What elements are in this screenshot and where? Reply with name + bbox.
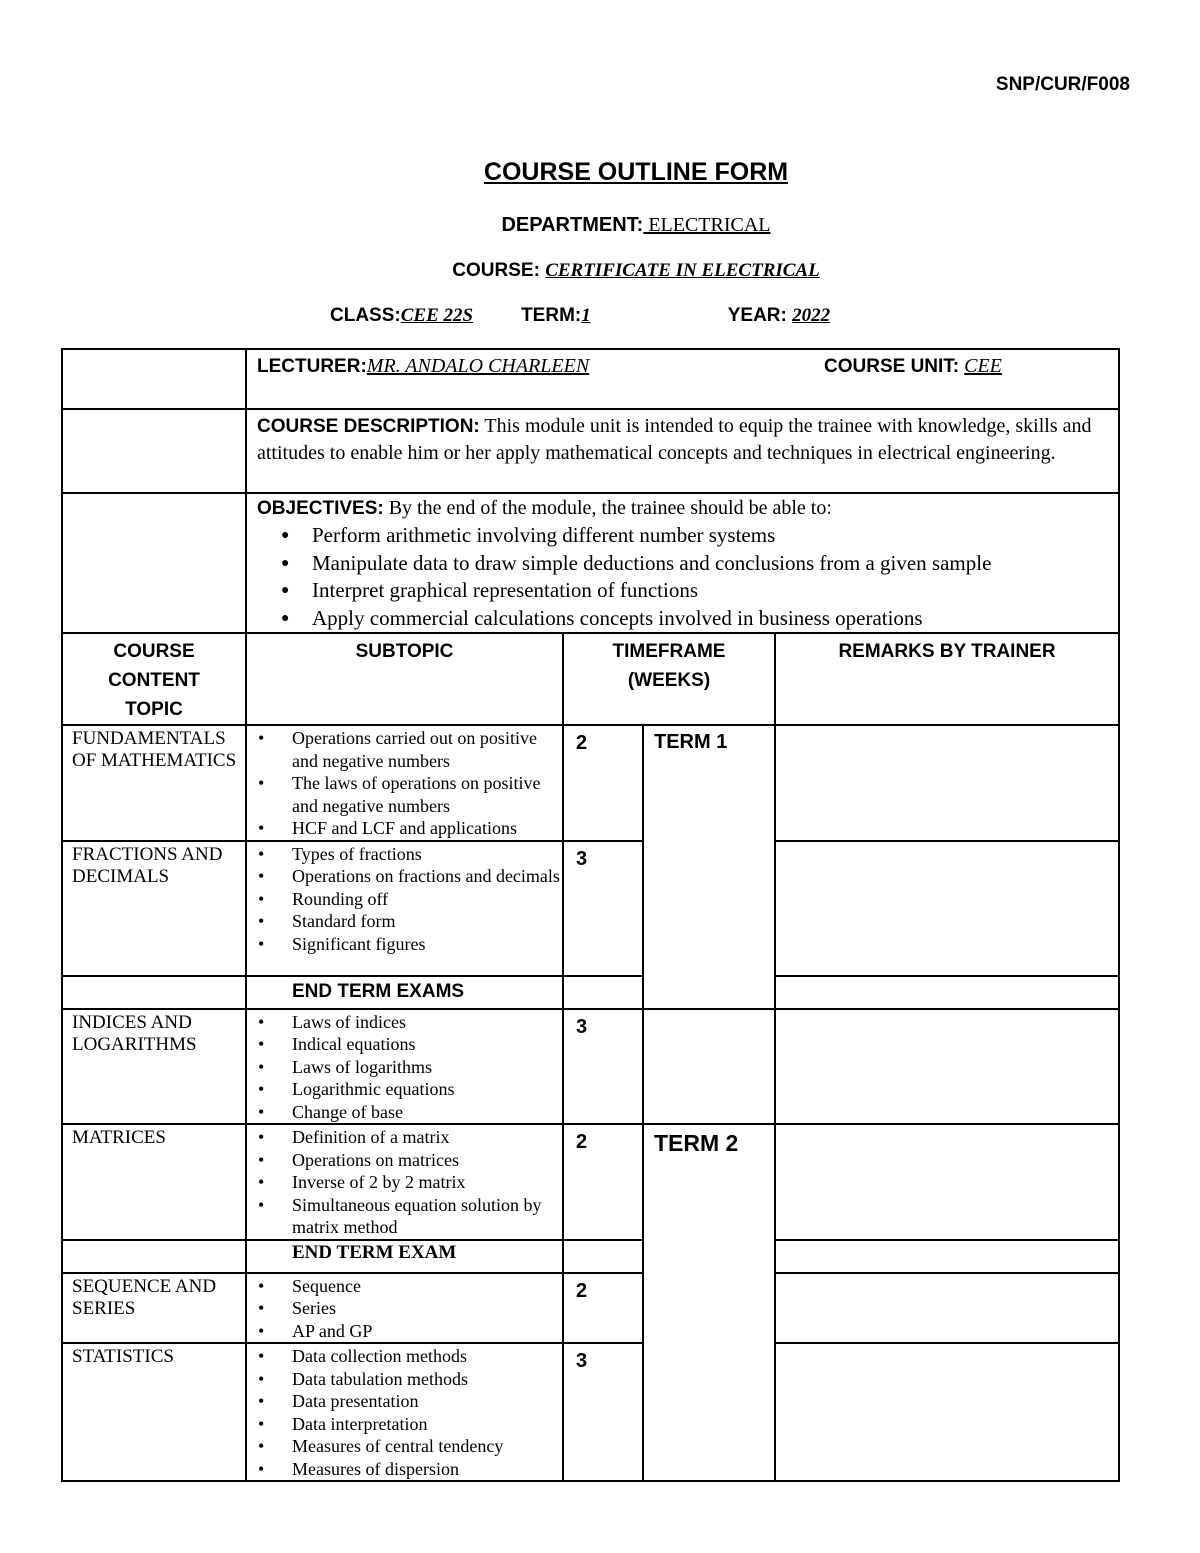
subtopic-item: • AP and GP [247,1320,562,1343]
header-subtopic: SUBTOPIC [246,633,563,725]
year-value: 2022 [792,305,831,326]
remarks-cell [775,1240,1119,1273]
table-row [62,1124,1119,1240]
description-row [62,409,1119,493]
objective-item: ● Perform arithmetic involving different number systems [257,522,1108,550]
form-title: COURSE OUTLINE FORM [483,158,789,186]
objective-item: ● Interpret graphical representation of functions [257,577,1108,605]
lecturer-row [62,349,1119,409]
topic-cell: SEQUENCE AND SERIES [62,1273,246,1344]
course-line [0,260,1200,282]
column-header-row [62,633,1119,725]
weeks-cell: 3 [563,1343,643,1481]
class-value: CEE 22S [400,305,474,326]
table-row [62,841,1119,976]
remarks-cell [775,841,1119,976]
subtopic-cell [246,725,563,841]
header-timeframe: TIMEFRAME (WEEKS) [563,633,775,725]
weeks-cell: 2 [563,1273,643,1344]
subtopic-cell [246,1124,563,1240]
subtopic-item: • Laws of logarithms [247,1056,562,1079]
subtopic-item: • Definition of a matrix [247,1126,562,1149]
subtopic-item: • Inverse of 2 by 2 matrix [247,1171,562,1194]
header-remarks: REMARKS BY TRAINER [775,633,1119,725]
description-text: This module unit is intended to equip the trainee with knowledge, skills and attitudes to enable him or her apply mathematical concepts and techniques in electrical engineering. [257,415,1092,464]
document-code: SNP/CUR/F008 [995,74,1130,95]
objectives-row [62,493,1119,633]
table-row [62,1009,1119,1125]
weeks-cell: 3 [563,1009,643,1125]
subtopic-item: • Data presentation [247,1390,562,1413]
remarks-cell [775,976,1119,1009]
topic-cell: INDICES AND LOGARITHMS [62,1009,246,1125]
header-topic: COURSE CONTENT TOPIC [62,633,246,725]
department-value: ELECTRICAL [643,214,771,236]
subtopic-item: • Significant figures [247,933,562,956]
objective-item: ● Apply commercial calculations concepts involved in business operations [257,605,1108,633]
remarks-cell [775,1273,1119,1344]
year-label: YEAR: [727,305,787,326]
exam-label: END TERM EXAM [246,1240,563,1273]
objectives-intro: By the end of the module, the trainee should be able to: [383,497,832,519]
subtopic-cell [246,841,563,976]
lecturer-value: MR. ANDALO CHARLEEN [366,355,590,377]
lecturer-label: LECTURER: [257,356,367,377]
weeks-cell: 2 [563,1124,643,1240]
table-row [62,1273,1119,1344]
term-label: TERM: [521,305,582,326]
department-label: DEPARTMENT: [501,214,644,236]
class-label: CLASS: [330,305,401,326]
lecturer-cell [246,349,1119,409]
weeks-cell: 3 [563,841,643,976]
remarks-cell [775,725,1119,841]
subtopic-cell [246,1009,563,1125]
subtopic-item: • Change of base [247,1101,562,1124]
topic-cell: FUNDAMENTALS OF MATHEMATICS [62,725,246,841]
table-row [62,725,1119,841]
subtopic-item: • Laws of indices [247,1011,562,1034]
subtopic-item: • HCF and LCF and applications [247,817,562,840]
remarks-cell [775,1009,1119,1125]
subtopic-cell [246,1273,563,1344]
table-row [62,1343,1119,1481]
term-2-cell: TERM 2 [643,1124,775,1481]
exam-row [62,976,1119,1009]
course-outline-table [61,348,1120,1482]
exam-row [62,1240,1119,1273]
course-value: CERTIFICATE IN ELECTRICAL [545,260,820,281]
term-value: 1 [581,305,591,326]
subtopic-item: • Data collection methods [247,1345,562,1368]
course-label: COURSE: [452,260,540,281]
subtopic-item: • Operations carried out on positive and negative numbers [247,727,562,772]
objectives-list [257,522,1108,632]
term-1-cell: TERM 1 [643,725,775,1009]
subtopic-item: • Measures of dispersion [247,1458,562,1481]
subtopic-item: • Types of fractions [247,843,562,866]
department-line [0,214,1200,237]
subtopic-item: • Measures of central tendency [247,1435,562,1458]
objective-item: ● Manipulate data to draw simple deductions and conclusions from a given sample [257,550,1108,578]
topic-cell: FRACTIONS AND DECIMALS [62,841,246,976]
subtopic-item: • Data tabulation methods [247,1368,562,1391]
subtopic-item: • The laws of operations on positive and negative numbers [247,772,562,817]
course-unit-value: CEE [964,355,1002,377]
subtopic-item: • Standard form [247,910,562,933]
objectives-label: OBJECTIVES: [257,498,384,519]
class-line [330,305,830,327]
subtopic-item: • Sequence [247,1275,562,1298]
remarks-cell [775,1124,1119,1240]
objectives-cell [246,493,1119,633]
subtopic-item: • Series [247,1297,562,1320]
subtopic-cell [246,1343,563,1481]
topic-cell: MATRICES [62,1124,246,1240]
subtopic-item: • Logarithmic equations [247,1078,562,1101]
subtopic-item: • Operations on fractions and decimals [247,865,562,888]
subtopic-item: • Simultaneous equation solution by matrix method [247,1194,562,1239]
subtopic-item: • Indical equations [247,1033,562,1056]
description-label: COURSE DESCRIPTION: [257,416,480,437]
course-unit [824,353,1002,380]
subtopic-item: • Data interpretation [247,1413,562,1436]
subtopic-item: • Rounding off [247,888,562,911]
exam-label: END TERM EXAMS [246,976,563,1009]
course-unit-label: COURSE UNIT: [824,356,960,377]
description-cell [246,409,1119,493]
topic-cell: STATISTICS [62,1343,246,1481]
weeks-cell: 2 [563,725,643,841]
subtopic-item: • Operations on matrices [247,1149,562,1172]
